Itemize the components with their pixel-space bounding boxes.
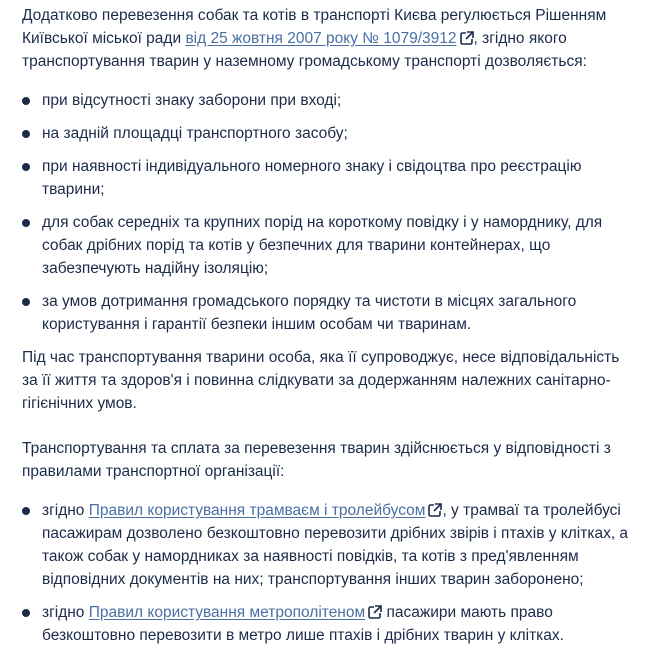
external-link-icon[interactable] (460, 31, 474, 45)
list-item: для собак середніх та крупних порід на короткому повідку і у наморднику, для собак дрібних порід та котів у безпечних для тварини контейнерах, що забезпечують надійну ізоляцію; (22, 211, 632, 280)
rule-text: пасажири мають право безкоштовно перевозити в метро лише птахів і дрібних тварин у клітках. (42, 604, 564, 644)
intro-text-after: , згідно якого транспортування тварин у наземному громадському транспорті дозволяється: (22, 30, 587, 70)
list-item: при наявності індивідуального номерного знаку і свідоцтва про реєстрацію тварини; (22, 155, 632, 201)
intro-text-before: Додатково перевезення собак та котів в транспорті Києва регулюється Рішенням Київської міської ради (22, 7, 607, 47)
responsibility-paragraph: Під час транспортування тварини особа, яка її супроводжує, несе відповідальність за її життя та здоров'я і повинна слідкувати за додержанням належних санітарно-гігієнічних умов. (22, 349, 620, 412)
rules-list (22, 499, 632, 647)
intro-paragraph (22, 4, 632, 73)
list-item (22, 601, 632, 647)
rule-text: , у трамваї та тролейбусі пасажирам дозволено безкоштовно перевозити дрібних звірів і птахів у клітках, а також собак у намордниках за наявності повідків, та котів з пред'явленням відповідних документів на них; транспортування інших тварин заборонено; (42, 502, 629, 588)
list-item (22, 499, 632, 591)
decision-link[interactable]: від 25 жовтня 2007 року № 1079/3912 (185, 30, 457, 47)
external-link-icon[interactable] (428, 503, 442, 517)
payment-paragraph: Транспортування та сплата за перевезення тварин здійснюється у відповідності з правилами транспортної організації: (22, 440, 611, 480)
metro-rules-link[interactable]: Правил користування метрополітеном (88, 604, 366, 621)
conditions-list (22, 89, 632, 336)
list-item: за умов дотримання громадського порядку та чистоти в місцях загального користування і гарантії безпеки іншим особам чи тваринам. (22, 290, 632, 336)
rule-prefix: згідно (42, 604, 89, 621)
external-link-icon[interactable] (368, 605, 382, 619)
tram-trolleybus-rules-link[interactable]: Правил користування трамваєм і тролейбусом (88, 502, 426, 519)
list-item: на задній площадці транспортного засобу; (22, 122, 632, 145)
rule-prefix: згідно (42, 502, 89, 519)
list-item: при відсутності знаку заборони при вході; (22, 89, 632, 112)
